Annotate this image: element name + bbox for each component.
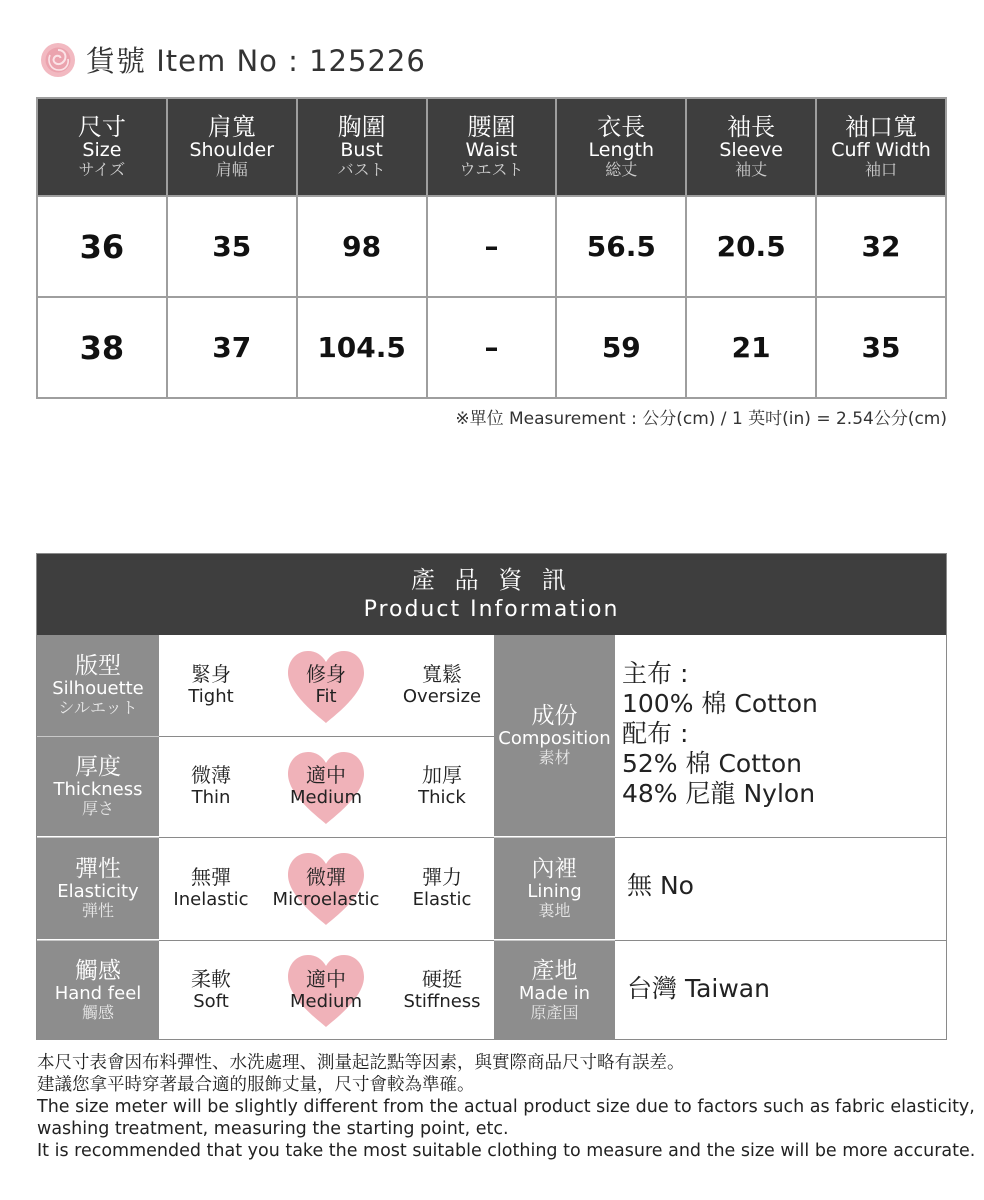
label-silhouette: 版型 Silhouette シルエット bbox=[37, 635, 159, 736]
divider bbox=[37, 837, 159, 838]
product-info-title-en: Product Information bbox=[363, 597, 620, 622]
column-header-waist: 腰圍 Waist ウエスト bbox=[427, 98, 557, 196]
table-cell: 21 bbox=[686, 297, 816, 398]
lining-value: 無 No bbox=[627, 871, 694, 900]
option-elastic: 彈力 Elastic bbox=[412, 865, 472, 910]
table-cell: 32 bbox=[816, 196, 946, 297]
table-cell: 104.5 bbox=[297, 297, 427, 398]
option-fit: 修身 Fit bbox=[306, 662, 346, 707]
divider bbox=[37, 940, 159, 941]
option-inelastic: 無彈 Inelastic bbox=[173, 865, 249, 910]
divider bbox=[494, 837, 615, 838]
option-tight: 緊身 Tight bbox=[188, 662, 234, 707]
footer-line: The size meter will be slightly different from the actual product size due to factors such as fabric elasticity, bbox=[37, 1097, 975, 1117]
option-microelastic: 微彈 Microelastic bbox=[272, 865, 380, 910]
divider bbox=[159, 736, 494, 737]
label-thickness: 厚度 Thickness 厚さ bbox=[37, 737, 159, 836]
rose-icon bbox=[40, 42, 76, 78]
table-cell: 35 bbox=[167, 196, 297, 297]
table-cell: 38 bbox=[37, 297, 167, 398]
table-cell: 37 bbox=[167, 297, 297, 398]
label-composition: 成份 Composition 素材 bbox=[494, 635, 615, 836]
option-medium: 適中 Medium bbox=[290, 763, 362, 808]
product-info-title-zh: 產 品 資 訊 bbox=[411, 566, 572, 594]
column-header-shoulder: 肩寬 Shoulder 肩幅 bbox=[167, 98, 297, 196]
made-in-value: 台灣 Taiwan bbox=[627, 974, 770, 1003]
column-header-bust: 胸圍 Bust バスト bbox=[297, 98, 427, 196]
footer-line: 本尺寸表會因布料彈性、水洗處理、測量起訖點等因素，與實際商品尺寸略有誤差。 bbox=[37, 1053, 685, 1073]
footer-line: washing treatment, measuring the starting point, etc. bbox=[37, 1119, 509, 1139]
size-table-header-row bbox=[37, 98, 946, 196]
label-elasticity: 彈性 Elasticity 弾性 bbox=[37, 838, 159, 939]
item-number-title: 貨號 Item No : 125226 bbox=[86, 44, 426, 78]
option-stiffness: 硬挺 Stiffness bbox=[403, 967, 481, 1012]
column-header-sleeve: 袖長 Sleeve 袖丈 bbox=[686, 98, 816, 196]
measurement-note: ※單位 Measurement : 公分(cm) / 1 英吋(in) = 2.54公分(cm) bbox=[455, 409, 947, 429]
option-medium: 適中 Medium bbox=[290, 967, 362, 1012]
divider bbox=[37, 736, 159, 737]
table-cell: 20.5 bbox=[686, 196, 816, 297]
column-header-length: 衣長 Length 総丈 bbox=[556, 98, 686, 196]
table-cell: 56.5 bbox=[556, 196, 686, 297]
table-cell: 59 bbox=[556, 297, 686, 398]
divider bbox=[494, 940, 615, 941]
column-header-size: 尺寸 Size サイズ bbox=[37, 98, 167, 196]
product-info-panel bbox=[36, 553, 947, 1040]
label-hand-feel: 觸感 Hand feel 觸感 bbox=[37, 941, 159, 1040]
option-oversize: 寬鬆 Oversize bbox=[402, 662, 482, 707]
option-soft: 柔軟 Soft bbox=[191, 967, 231, 1012]
option-thick: 加厚 Thick bbox=[418, 763, 466, 808]
footer-line: It is recommended that you take the most suitable clothing to measure and the size will be more accurate. bbox=[37, 1141, 976, 1161]
table-cell: 98 bbox=[297, 196, 427, 297]
column-header-cuff-width: 袖口寬 Cuff Width 袖口 bbox=[816, 98, 946, 196]
size-table bbox=[36, 97, 947, 399]
footer-line: 建議您拿平時穿著最合適的服飾丈量，尺寸會較為準確。 bbox=[37, 1075, 475, 1095]
table-cell: – bbox=[427, 196, 557, 297]
table-cell: 35 bbox=[816, 297, 946, 398]
label-lining: 內裡 Lining 裏地 bbox=[494, 838, 615, 939]
footer-notes bbox=[37, 1052, 975, 1162]
option-thin: 微薄 Thin bbox=[191, 763, 231, 808]
label-made-in: 產地 Made in 原產国 bbox=[494, 941, 615, 1040]
table-row bbox=[37, 297, 946, 398]
table-cell: 36 bbox=[37, 196, 167, 297]
composition-value: 主布 : 100% 棉 Cotton 配布 : 52% 棉 Cotton 48% 尼龍 Nylon bbox=[622, 659, 818, 808]
product-info-header bbox=[37, 554, 946, 635]
table-cell: – bbox=[427, 297, 557, 398]
table-row bbox=[37, 196, 946, 297]
